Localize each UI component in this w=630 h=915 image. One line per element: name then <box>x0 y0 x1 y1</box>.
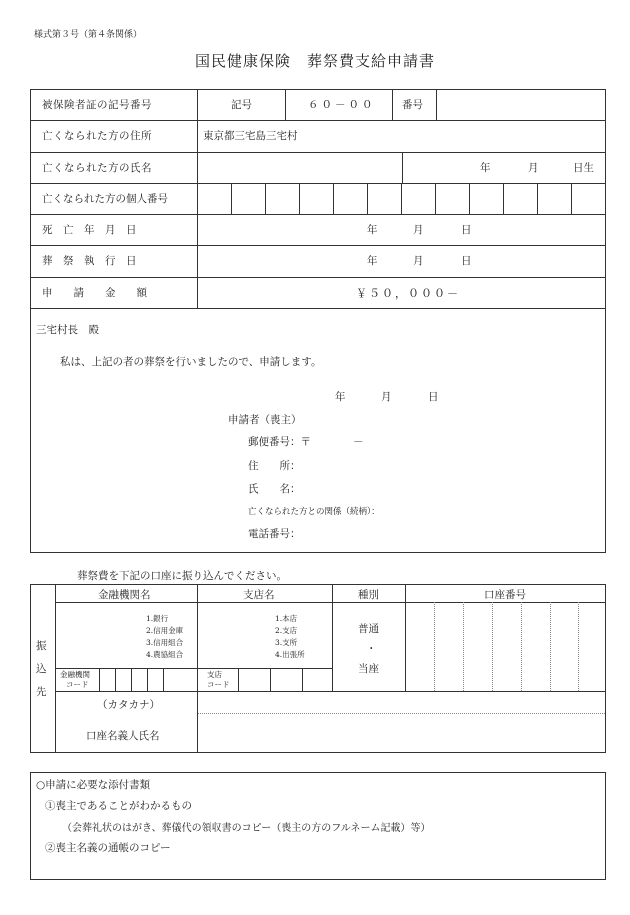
inst-type-1: 1.銀行 <box>146 614 169 623</box>
amount-value: ￥５０，０００－ <box>356 287 460 300</box>
bank-instruction: 葬祭費を下記の口座に振り込んでください。 <box>77 570 287 582</box>
death-day: 日 <box>461 224 472 236</box>
branch-code-label-2: コード <box>207 680 230 689</box>
funeral-day: 日 <box>461 255 472 267</box>
type-ordinary[interactable]: 普通 <box>358 623 379 635</box>
page-title: 国民健康保険 葬祭費支給申請書 <box>194 52 435 70</box>
dob-month: 月 <box>528 162 539 174</box>
holder-label: 口座名義人氏名 <box>86 730 160 742</box>
attachments-heading: ○申請に必要な添付書類 <box>36 779 151 791</box>
funeral-year: 年 <box>367 255 378 267</box>
inst-code-label-1: 金融機関 <box>60 670 90 679</box>
attachment-item-1: ①喪主であることがわかるもの <box>45 800 192 812</box>
side-label-1: 振 <box>36 640 47 652</box>
branch-type-2: 2.支店 <box>275 626 298 635</box>
apply-day: 日 <box>428 391 439 403</box>
type-current[interactable]: 当座 <box>358 663 379 675</box>
my-number-label: 亡くなられた方の個人番号 <box>42 193 168 205</box>
type-separator: ・ <box>366 643 377 655</box>
type-header: 種別 <box>358 589 379 601</box>
applicant-address-field[interactable]: 住 所： <box>248 460 301 472</box>
dob-suffix: 日生 <box>573 162 594 174</box>
side-label-2: 込 <box>36 663 47 675</box>
addressee: 三宅村長 殿 <box>36 324 99 336</box>
funeral-date-label: 葬 祭 執 行 日 <box>42 255 137 267</box>
inst-type-2: 2.信用金庫 <box>146 626 184 635</box>
inst-type-3: 3.信用組合 <box>146 638 184 647</box>
phone-field[interactable]: 電話番号： <box>248 528 301 540</box>
amount-label: 申 請 金 額 <box>42 287 147 299</box>
branch-type-4: 4.出張所 <box>275 650 305 659</box>
dob-year: 年 <box>480 162 491 174</box>
account-header: 口座番号 <box>484 589 526 601</box>
form-number: 様式第３号（第４条関係） <box>34 30 143 40</box>
death-month: 月 <box>413 224 424 236</box>
main-table <box>30 89 606 553</box>
branch-code-label-1: 支店 <box>207 670 222 679</box>
side-label-3: 先 <box>36 686 47 698</box>
death-year: 年 <box>367 224 378 236</box>
inst-code-label-2: コード <box>66 680 89 689</box>
inst-type-4: 4.農協組合 <box>146 650 184 659</box>
attachment-item-2: ②喪主名義の通帳のコピー <box>45 842 171 854</box>
applicant-name-field[interactable]: 氏 名： <box>248 483 301 495</box>
apply-month: 月 <box>381 391 392 403</box>
statement: 私は、上記の者の葬祭を行いましたので、申請します。 <box>60 356 322 368</box>
branch-header: 支店名 <box>243 589 275 601</box>
institution-header: 金融機関名 <box>98 589 151 601</box>
insured-number-label: 被保険者証の記号番号 <box>42 99 152 111</box>
kigo-value[interactable]: ６０－００ <box>308 99 376 111</box>
kana-label: （カタカナ） <box>97 699 160 711</box>
address-label: 亡くなられた方の住所 <box>42 130 152 142</box>
kigo-label: 記号 <box>231 99 252 111</box>
branch-type-1: 1.本店 <box>275 614 298 623</box>
funeral-month: 月 <box>413 255 424 267</box>
apply-year: 年 <box>335 391 346 403</box>
address-value[interactable]: 東京都三宅島三宅村 <box>203 130 298 142</box>
death-date-label: 死 亡 年 月 日 <box>42 224 137 236</box>
bango-label: 番号 <box>402 99 423 111</box>
deceased-name-label: 亡くなられた方の氏名 <box>42 162 152 174</box>
applicant-label: 申請者（喪主） <box>228 414 302 426</box>
relation-field[interactable]: 亡くなられた方との関係（続柄）： <box>248 507 380 517</box>
postal-field[interactable]: 郵便番号：〒 － <box>248 436 364 448</box>
attachment-item-1-detail: （会葬礼状のはがき、葬儀代の領収書のコピー（喪主の方のフルネーム記載）等） <box>62 823 431 834</box>
branch-type-3: 3.支所 <box>275 638 298 647</box>
